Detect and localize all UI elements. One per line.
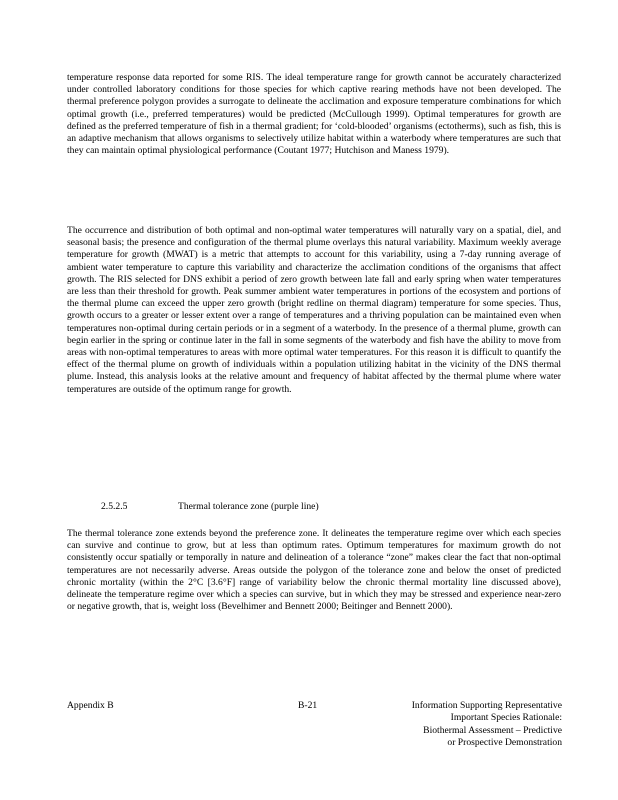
footer-title-line: Biothermal Assessment – Predictive (423, 724, 562, 736)
footer-title-line: Information Supporting Representative (411, 700, 562, 711)
body-paragraph-1: temperature response data reported for some RIS. The ideal temperature range for growth cannot be accurately characterized under controlled laboratory conditions for those species for which captive rearing methods have not been developed. The thermal preference polygon provides a surrogate to delineate the acclimation and exposure temperature combinations for which optimal growth (i.e., preferred temperatures) would be predicted (McCullough 1999). Optimal temperatures for growth are defined as the preferred temperature of fish in a thermal gradient; for ‘cold-blooded’ organisms (ectotherms), such as fish, this is an adaptive mechanism that allows organisms to selectively utilize habitat within a waterbody where temperatures are such that they can maintain optimal physiological performance (Coutant 1977; Hutchison and Maness 1979). (67, 72, 561, 157)
footer-title-line: or Prospective Demonstration (447, 737, 562, 749)
body-paragraph-2: The occurrence and distribution of both optimal and non-optimal water temperatures will naturally vary on a spatial, diel, and seasonal basis; the presence and configuration of the thermal plume overlays this natural variability. Maximum weekly average temperature for growth (MWAT) is a metric that attempts to account for this variability, using a 7-day running average of ambient water temperature to capture this variability and characterize the acclimation conditions of the organisms that affect growth. The RIS selected for DNS exhibit a period of zero growth between late fall and early spring when water temperatures are less than their threshold for growth. Peak summer ambient water temperatures in portions of the ecosystem and portions of the thermal plume can exceed the upper zero growth (bright redline on thermal diagram) temperature for some species. Thus, growth occurs to a greater or lesser extent over a range of temperatures and a thriving population can be maintained even when temperatures non-optimal during certain periods or in a segment of a waterbody. In the presence of a thermal plume, growth can begin earlier in the spring or continue later in the fall in some segments of the waterbody and fish have the ability to move from areas with non-optimal temperatures to areas with more optimal water temperatures. For this reason it is difficult to quantify the effect of the thermal plume on growth of individuals within a population utilizing habitat in the vicinity of the DNS thermal plume. Instead, this analysis looks at the relative amount and frequency of habitat affected by the thermal plume where water temperatures are outside of the optimum range for growth. (67, 225, 561, 395)
footer-title-line: Important Species Rationale: (450, 712, 562, 724)
section-title: Thermal tolerance zone (purple line) (178, 501, 319, 512)
section-heading (101, 501, 319, 513)
footer-appendix-label: Appendix B (67, 700, 114, 711)
footer-page-number: B-21 (298, 700, 318, 711)
body-paragraph-3: The thermal tolerance zone extends beyond the preference zone. It delineates the temperature regime over which each species can survive and continue to grow, but at less than optimum rates. Optimum temperatures for maximum growth do not consistently occur spatially or temporally in nature and delineation of a tolerance “zone” makes clear the fact that non-optimal temperatures are not necessarily adverse. Areas outside the polygon of the tolerance zone and below the onset of predicted chronic mortality (within the 2°C [3.6°F] range of variability below the chronic thermal mortality line discussed above), delineate the temperature regime over which a species can survive, but in which they may be stressed and experience near-zero or negative growth, that is, weight loss (Bevelhimer and Bennett 2000; Beitinger and Bennett 2000). (67, 528, 561, 613)
section-number: 2.5.2.5 (101, 501, 128, 512)
footer-document-title (360, 700, 562, 750)
